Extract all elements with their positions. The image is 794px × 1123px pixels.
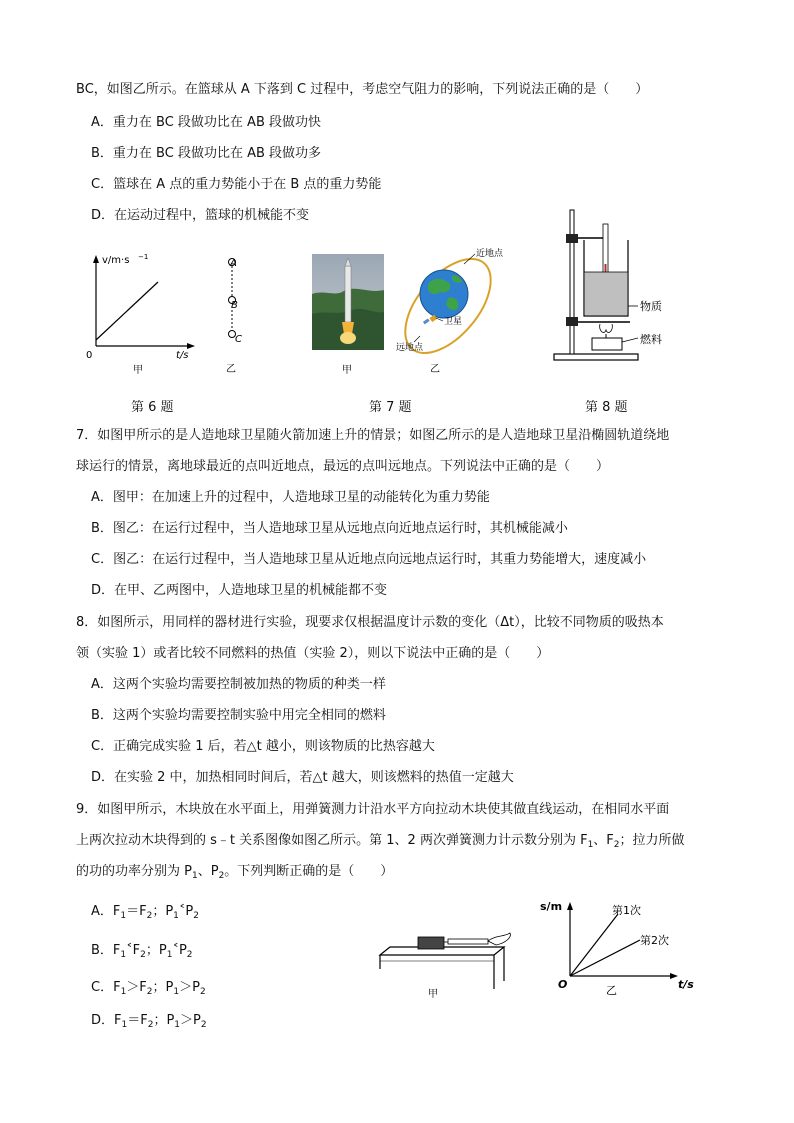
q8-substance-label: 物质 (640, 300, 662, 313)
q6-fig-yi-caption: 乙 (226, 364, 236, 375)
q9-fig-yi-st-graph (536, 894, 708, 1002)
q6-option-a: A．重力在 BC 段做功比在 AB 段做功快 (91, 115, 322, 130)
q6-label-c: C (235, 334, 242, 345)
fuel-burner (592, 338, 622, 350)
q6-option-d: D．在运动过程中，篮球的机械能不变 (91, 208, 310, 223)
q9-option-a: A．$F_1=F_2$；$P_1˂P_2$ (91, 904, 199, 921)
q9-st-xlabel: t/s (678, 978, 694, 991)
q7-stem-line-2: 球运行的情景，离地球最近的点叫近地点，最远的点叫远地点。下列说法中正确的是（ ） (76, 459, 610, 474)
q9-st-origin: O (558, 978, 568, 991)
q9-fig-yi-caption: 乙 (606, 984, 617, 997)
q7-option-b: B．图乙：在运行过程中，当人造地球卫星从远地点向近地点运行时，其机械能减小 (91, 521, 568, 536)
wood-block (418, 937, 444, 949)
q8-fig-heating-apparatus (548, 206, 678, 366)
q6-label-a: A (230, 258, 237, 269)
q6-vt-xlabel: t/s (176, 350, 189, 361)
q6-option-c: C．篮球在 A 点的重力势能小于在 B 点的重力势能 (91, 177, 382, 192)
q7-option-a: A．图甲：在加速上升的过程中，人造地球卫星的动能转化为重力势能 (91, 490, 490, 505)
q8-option-d: D．在实验 2 中，加热相同时间后，若△t 越大，则该燃料的热值一定越大 (91, 770, 514, 785)
q9-st-line2-label: 第2次 (640, 934, 669, 947)
q6-fig-jia-caption: 甲 (133, 365, 143, 376)
q9-st-ylabel: s/m (540, 900, 563, 913)
substance-liquid (585, 272, 627, 315)
q6-vt-ylabel: v/m·s (102, 255, 130, 266)
q8-fuel-label: 燃料 (640, 333, 662, 346)
q9-stem-line-2: 上两次拉动木块得到的 s﹣t 关系图像如图乙所示。第 1、2 两次弹簧测力计示数分别为 $F_1$、$F_2$；拉力所做 (76, 833, 685, 850)
q9-stem-line-3: 的功的功率分别为 $P_1$、$P_2$。下列判断正确的是（ ） (76, 864, 394, 881)
q9-option-d: D．$F_1=F_2$；$P_1>P_2$ (91, 1013, 207, 1030)
q7-stem-line-1: 7．如图甲所示的是人造地球卫星随火箭加速上升的情景；如图乙所示的是人造地球卫星沿椭圆轨道绕地 (76, 428, 670, 443)
q6-vt-line (96, 282, 158, 340)
q6-fig-yi-falling-ball (218, 250, 258, 378)
q6-caption: 第 6 题 (131, 400, 174, 415)
q7-caption: 第 7 题 (369, 400, 412, 415)
st-line-1 (570, 914, 618, 976)
spring-scale (448, 939, 488, 944)
q8-option-a: A．这两个实验均需要控制被加热的物质的种类一样 (91, 677, 386, 692)
q7-option-c: C．图乙：在运行过程中，当人造地球卫星从近地点向远地点运行时，其重力势能增大，速度减小 (91, 552, 647, 567)
q6-vt-ylabel-exp: −1 (138, 253, 149, 261)
hand (488, 933, 510, 945)
q8-option-b: B．这两个实验均需要控制实验中用完全相同的燃料 (91, 708, 386, 723)
earth (420, 270, 468, 318)
q9-st-line1-label: 第1次 (612, 904, 641, 917)
q8-option-c: C．正确完成实验 1 后，若△t 越小，则该物质的比热容越大 (91, 739, 435, 754)
q9-fig-jia-caption: 甲 (428, 989, 438, 1000)
q8-stem-line-1: 8．如图所示，用同样的器材进行实验，现要求仅根据温度计示数的变化（Δt），比较不同物质的吸热本 (76, 615, 664, 630)
q7-fig-yi-orbit (392, 240, 522, 378)
q9-stem-line-1: 9．如图甲所示，木块放在水平面上，用弹簧测力计沿水平方向拉动木块使其做直线运动，在相同水平面 (76, 802, 670, 817)
q7-satellite-label: 卫星 (444, 317, 463, 327)
q9-fig-jia-block-on-table (378, 925, 526, 1005)
st-line-2 (570, 940, 640, 976)
q9-option-c: C．$F_1>F_2$；$P_1>P_2$ (91, 980, 206, 997)
q6-label-b: B (231, 300, 238, 311)
q7-apogee-label: 远地点 (396, 343, 424, 353)
q7-fig-jia-rocket-photo (312, 254, 384, 378)
q7-fig-jia-caption: 甲 (342, 365, 352, 376)
q8-caption: 第 8 题 (585, 400, 628, 415)
rocket-body (345, 266, 351, 322)
satellite-icon (423, 315, 437, 325)
q6-option-b: B．重力在 BC 段做功比在 AB 段做功多 (91, 146, 322, 161)
q7-fig-yi-caption: 乙 (430, 364, 440, 375)
q6-stem-tail: BC，如图乙所示。在篮球从 A 下落到 C 过程中，考虑空气阻力的影响，下列说法正确的是（ ） (76, 82, 649, 97)
stand-base (554, 354, 638, 360)
q6-vt-origin: 0 (86, 350, 93, 361)
q7-option-d: D．在甲、乙两图中，人造地球卫星的机械能都不变 (91, 583, 388, 598)
q9-option-b: B．$F_1˂F_2$；$P_1˂P_2$ (91, 943, 193, 960)
q8-stem-line-2: 领（实验 1）或者比较不同燃料的热值（实验 2），则以下说法中正确的是（ ） (76, 646, 550, 661)
q7-perigee-label: 近地点 (476, 249, 504, 259)
stand-rod (570, 210, 574, 354)
flame (600, 324, 613, 332)
q6-fig-jia-vt-graph (82, 250, 202, 378)
